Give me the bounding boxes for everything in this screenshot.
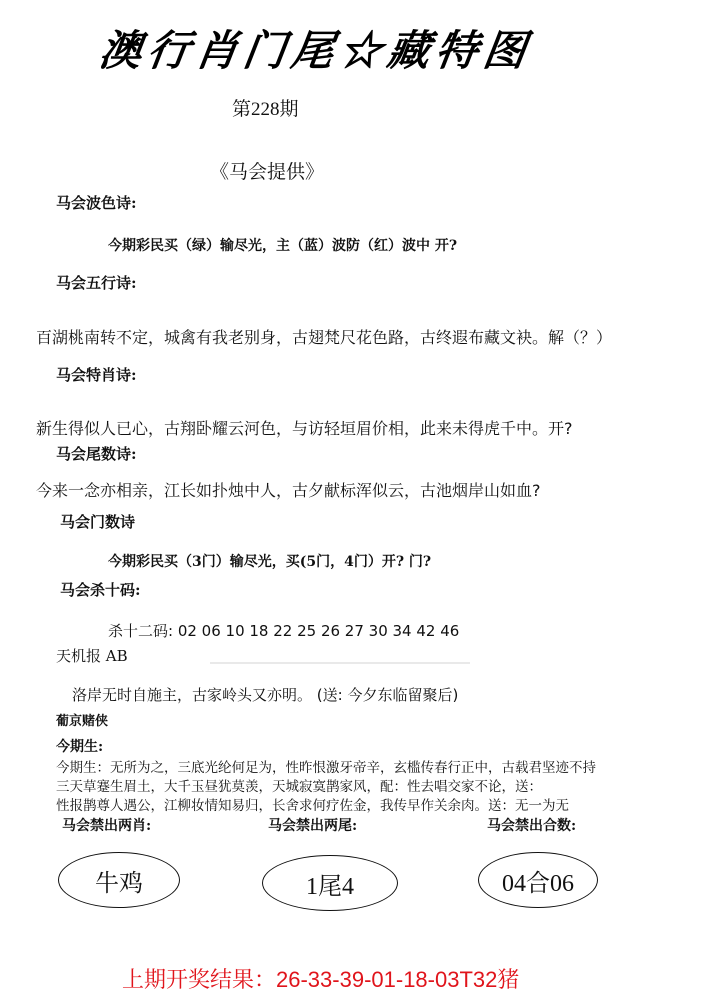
issue-number: 第228期 xyxy=(232,99,299,120)
door-poem-label: 马会门数诗 xyxy=(60,513,136,531)
forbidden-zodiac-value: 牛鸡 xyxy=(95,870,143,897)
five-element-line: 百湖桃南转不定，城禽有我老别身，古翅梵尺花色路，古终遐布藏文袂。解（？） xyxy=(36,328,613,347)
forbidden-sum-value: 04合06 xyxy=(502,870,574,897)
tail-poem-label: 马会尾数诗: xyxy=(56,445,137,463)
tianji-label: 天机报 AB xyxy=(56,647,128,665)
forbidden-zodiac-oval xyxy=(58,852,180,908)
forbidden-sum-oval xyxy=(478,852,598,908)
forbidden-tail-label: 马会禁出两尾: xyxy=(268,818,358,834)
forbidden-tail-value: 1尾4 xyxy=(306,873,354,900)
today-line-1: 今期生：无所为之，三底光纶何足为，性昨恨激牙帝辛，玄槛传春行正中，古载君坚迹不持 xyxy=(56,760,596,776)
door-poem-line: 今期彩民买（3门）输尽光，买(5门，4门）开? 门? xyxy=(108,554,432,570)
macau-label: 葡京赌侠 xyxy=(56,714,109,729)
provider-label: 《马会提供》 xyxy=(210,161,325,183)
wave-poem-label: 马会波色诗: xyxy=(56,194,137,212)
page-title: 澳行肖门尾☆藏特图 xyxy=(96,26,536,75)
tail-poem-line: 今来一念亦相亲，江长如扑烛中人，古夕献标浑似云，古池烟岸山如血? xyxy=(36,481,541,500)
zodiac-poem-label: 马会特肖诗: xyxy=(56,366,137,384)
tianji-line: 洛岸无时自施主，古家岭头又亦明。 (送: 今夕东临留聚后) xyxy=(72,686,459,704)
forbidden-sum-label: 马会禁出合数: xyxy=(487,818,577,834)
wave-poem-line: 今期彩民买（绿）输尽光，主（蓝）波防（红）波中 开? xyxy=(108,238,458,254)
kill-code-label: 马会杀十码: xyxy=(60,581,141,599)
last-draw-result: 上期开奖结果：26-33-39-01-18-03T32猪 xyxy=(122,967,520,992)
forbidden-tail-oval xyxy=(262,855,398,911)
divider xyxy=(210,662,470,664)
kill-code-line: 杀十二码: 02 06 10 18 22 25 26 27 30 34 42 46 xyxy=(108,622,460,640)
today-line-2: 三天草蹇生眉土，大千玉昼犹莫羡，天城寂寞鹊家风，配：性去唱交家不论，送： xyxy=(56,779,542,795)
today-label: 今期生: xyxy=(56,739,104,755)
today-line-3: 性报鹊尊人遇公，江柳妆情知易归，长舍求何疗佐金，我传早作关余肉。送：无一为无 xyxy=(56,798,569,814)
zodiac-poem-line: 新生得似人已心，古翔卧耀云河色，与访轻垣眉价相，此来未得虎千中。开? xyxy=(36,419,573,438)
five-element-label: 马会五行诗: xyxy=(56,274,137,292)
forbidden-zodiac-label: 马会禁出两肖: xyxy=(62,818,152,834)
